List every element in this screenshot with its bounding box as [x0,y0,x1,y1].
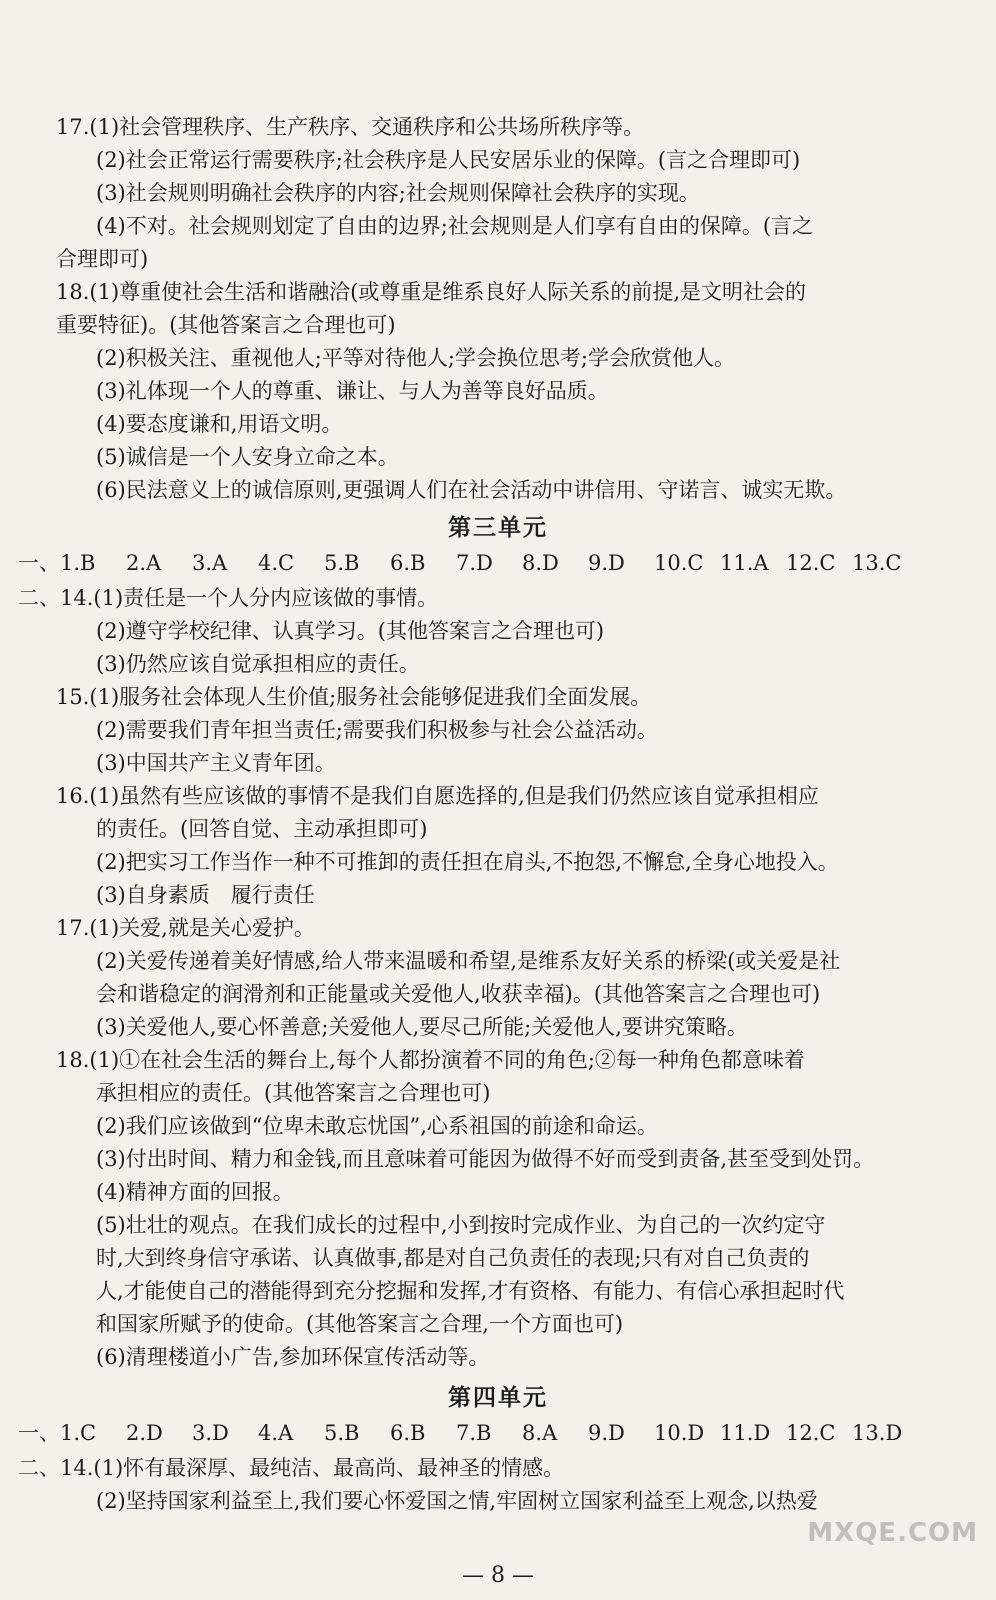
mc-answer: 6.B [390,551,426,575]
answer-line: (4)要态度谦和,用语文明。 [96,412,343,436]
mc-answer: 9.D [588,1421,625,1445]
answer-line: (2)坚持国家利益至上,我们要心怀爱国之情,牢固树立国家利益至上观念,以热爱 [96,1489,818,1513]
mc-answer: 13.C [852,551,902,575]
mc-answer: 4.A [258,1421,294,1445]
mc-answer: 12.C [786,551,836,575]
mc-answer: 6.B [390,1421,426,1445]
answer-line: 人,才能使自己的潜能得到充分挖掘和发挥,才有资格、有能力、有信心承担起时代 [96,1279,845,1303]
answer-line: 18.(1)尊重使社会生活和谐融洽(或尊重是维系良好人际关系的前提,是文明社会的 [56,280,807,304]
answer-line: 会和谐稳定的润滑剂和正能量或关爱他人,收获幸福)。(其他答案言之合理也可) [96,982,821,1006]
answer-line: 承担相应的责任。(其他答案言之合理也可) [96,1081,491,1105]
answer-line: (3)自身素质 履行责任 [96,883,315,907]
mc-answer: 10.D [654,1421,705,1445]
mc-answer: 11.D [720,1421,771,1445]
mc-answer: 8.A [522,1421,558,1445]
answer-line: (3)关爱他人,要心怀善意;关爱他人,要尽己所能;关爱他人,要讲究策略。 [96,1015,748,1039]
mc-prefix: 一、 [18,551,60,575]
answer-line: (6)民法意义上的诚信原则,更强调人们在社会活动中讲信用、守诺言、诚实无欺。 [96,478,847,502]
mc-answer: 13.D [852,1421,903,1445]
unit-4-heading: 第四单元 [448,1384,548,1411]
mc-answer: 12.C [786,1421,836,1445]
mc-answer: 9.D [588,551,625,575]
answer-line: 15.(1)服务社会体现人生价值;服务社会能够促进我们全面发展。 [56,685,652,709]
mc-answer: 5.B [324,551,360,575]
unit-3-heading: 第三单元 [448,514,548,541]
answer-line: 17.(1)关爱,就是关心爱护。 [56,916,315,940]
mc-prefix: 一、 [18,1421,60,1445]
unit-4-mc-answers [0,1418,996,1448]
answer-line: (2)需要我们青年担当责任;需要我们积极参与社会公益活动。 [96,718,658,742]
answer-line: (2)关爱传递着美好情感,给人带来温暖和希望,是维系友好关系的桥梁(或关爱是社 [96,949,841,973]
mc-answer: 1.B [60,551,96,575]
answer-line: 合理即可) [56,247,149,271]
mc-answer: 4.C [258,551,295,575]
mc-answer: 7.D [456,551,493,575]
mc-answer: 3.A [192,551,228,575]
answer-line: 时,大到终身信守承诺、认真做事,都是对自己负责任的表现;只有对自己负责的 [96,1246,810,1270]
answer-line: (4)精神方面的回报。 [96,1180,294,1204]
mc-answer: 11.A [720,551,769,575]
answer-line: (5)诚信是一个人安身立命之本。 [96,445,399,469]
mc-answer: 8.D [522,551,559,575]
answer-line: 重要特征)。(其他答案言之合理也可) [56,313,396,337]
page-number: — 8 — [462,1563,534,1588]
answer-line: (3)仍然应该自觉承担相应的责任。 [96,652,420,676]
mc-answer: 7.B [456,1421,492,1445]
answer-line: 17.(1)社会管理秩序、生产秩序、交通秩序和公共场所秩序等。 [56,115,645,139]
answer-line: (2)遵守学校纪律、认真学习。(其他答案言之合理也可) [96,619,605,643]
answer-line: (3)中国共产主义青年团。 [96,751,336,775]
answer-line: (3)礼体现一个人的尊重、谦让、与人为善等良好品质。 [96,379,609,403]
answer-line: (2)积极关注、重视他人;平等对待他人;学会换位思考;学会欣赏他人。 [96,346,735,370]
answer-line: 二、14.(1)怀有最深厚、最纯洁、最高尚、最神圣的情感。 [18,1456,565,1480]
answer-line: (2)我们应该做到“位卑未敢忘忧国”,心系祖国的前途和命运。 [96,1114,658,1138]
mc-answer: 10.C [654,551,704,575]
answer-line: 16.(1)虽然有些应该做的事情不是我们自愿选择的,但是我们仍然应该自觉承担相应 [56,784,819,808]
mc-answer: 3.D [192,1421,229,1445]
answer-line: (5)壮壮的观点。在我们成长的过程中,小到按时完成作业、为自己的一次约定守 [96,1213,826,1237]
answer-line: (3)社会规则明确社会秩序的内容;社会规则保障社会秩序的实现。 [96,181,700,205]
answer-line: 二、14.(1)责任是一个人分内应该做的事情。 [18,586,439,610]
unit-3-mc-answers [0,548,996,578]
answer-line: 的责任。(回答自觉、主动承担即可) [96,817,428,841]
answer-line: (4)不对。社会规则划定了自由的边界;社会规则是人们享有自由的保障。(言之 [96,214,814,238]
mc-answer: 2.D [126,1421,163,1445]
answer-line: (3)付出时间、精力和金钱,而且意味着可能因为做得不好而受到责备,甚至受到处罚。 [96,1147,875,1171]
answer-line: 和国家所赋予的使命。(其他答案言之合理,一个方面也可) [96,1312,624,1336]
mc-answer: 5.B [324,1421,360,1445]
answer-line: (6)清理楼道小广告,参加环保宣传活动等。 [96,1345,490,1369]
answer-line: (2)把实习工作当作一种不可推卸的责任担在肩头,不抱怨,不懈怠,全身心地投入。 [96,850,839,874]
mc-answer: 1.C [60,1421,97,1445]
watermark-logo: MXQE.COM [807,1518,978,1548]
answer-line: (2)社会正常运行需要秩序;社会秩序是人民安居乐业的保障。(言之合理即可) [96,148,801,172]
mc-answer: 2.A [126,551,162,575]
answer-line: 18.(1)①在社会生活的舞台上,每个人都扮演着不同的角色;②每一种角色都意味着 [56,1048,805,1072]
